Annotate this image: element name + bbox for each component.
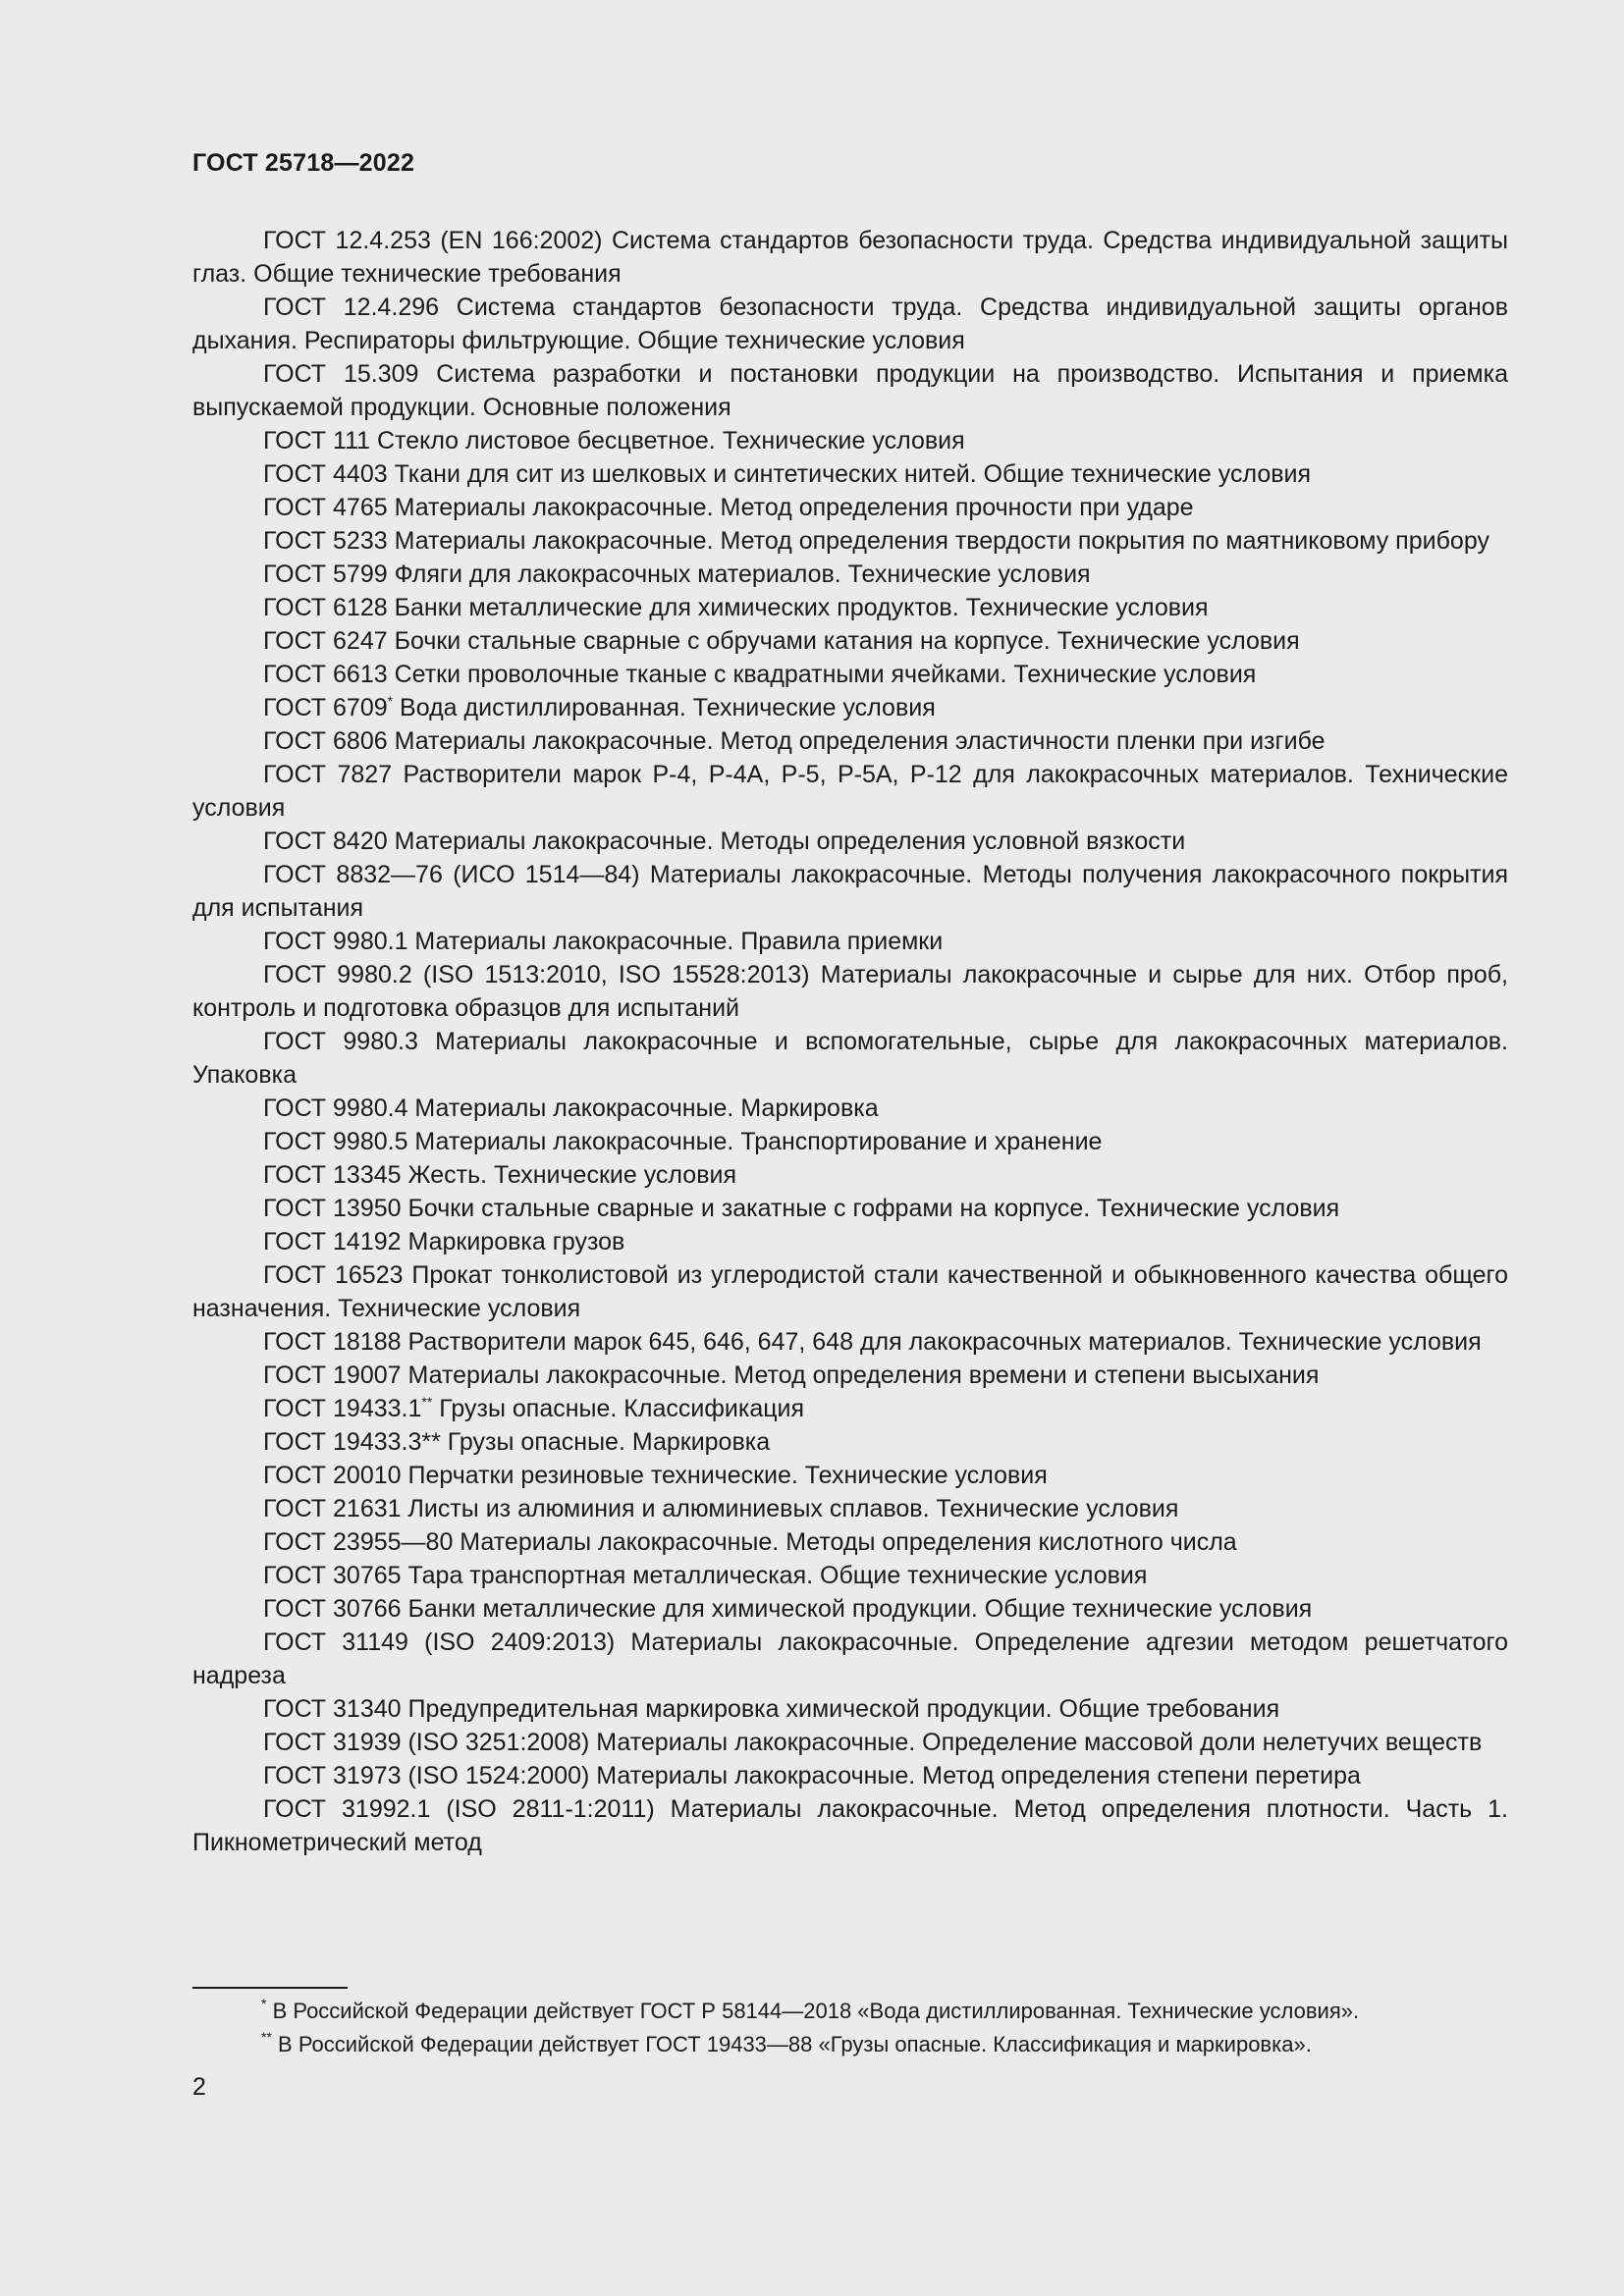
reference-item: ГОСТ 9980.2 (ISO 1513:2010, ISO 15528:2013) Материалы лакокрасочные и сырье для них. Отбор проб, контроль и подготовка образцов для испытаний bbox=[192, 961, 1508, 1022]
reference-item: ГОСТ 12.4.296 Система стандартов безопасности труда. Средства индивидуальной защиты органов дыхания. Респираторы фильтрующие. Общие технические условия bbox=[192, 294, 1508, 354]
footnote-marker: ** bbox=[261, 2029, 272, 2045]
reference-item: ГОСТ 9980.5 Материалы лакокрасочные. Транспортирование и хранение bbox=[263, 1128, 1103, 1155]
reference-item: ГОСТ 14192 Маркировка грузов bbox=[263, 1228, 625, 1255]
footnote-item bbox=[192, 2028, 1508, 2061]
reference-item: ГОСТ 12.4.253 (EN 166:2002) Система стандартов безопасности труда. Средства индивидуальной защиты глаз. Общие технические требования bbox=[192, 227, 1508, 288]
normative-references-list bbox=[192, 224, 1508, 1859]
reference-item: ГОСТ 31973 (ISO 1524:2000) Материалы лакокрасочные. Метод определения степени перетира bbox=[263, 1762, 1361, 1789]
reference-item: ГОСТ 15.309 Система разработки и постановки продукции на производство. Испытания и приемка выпускаемой продукции. Основные положения bbox=[192, 360, 1508, 421]
reference-item: ГОСТ 31939 (ISO 3251:2008) Материалы лакокрасочные. Определение массовой доли нелетучих веществ bbox=[263, 1729, 1483, 1756]
reference-item: ГОСТ 30766 Банки металлические для химической продукции. Общие технические условия bbox=[263, 1595, 1313, 1623]
reference-item: ГОСТ 30765 Тара транспортная металлическая. Общие технические условия bbox=[263, 1562, 1148, 1589]
reference-item: ГОСТ 8832—76 (ИСО 1514—84) Материалы лакокрасочные. Методы получения лакокрасочного покрытия для испытания bbox=[192, 861, 1508, 922]
reference-item: ГОСТ 31340 Предупредительная маркировка химической продукции. Общие требования bbox=[263, 1695, 1280, 1723]
footnote-marker: ** bbox=[421, 1394, 433, 1410]
reference-item: ГОСТ 6613 Сетки проволочные тканые с квадратными ячейками. Технические условия bbox=[263, 661, 1257, 688]
reference-code: ГОСТ 19433.1 bbox=[263, 1395, 422, 1422]
reference-item: ГОСТ 6128 Банки металлические для химических продуктов. Технические условия bbox=[263, 594, 1209, 621]
reference-item: ГОСТ 31149 (ISO 2409:2013) Материалы лакокрасочные. Определение адгезии методом решетчатого надреза bbox=[192, 1629, 1508, 1689]
footnotes bbox=[192, 1995, 1508, 2061]
footnote-item bbox=[192, 1995, 1508, 2028]
footnote-text: В Российской Федерации действует ГОСТ 19433—88 «Грузы опасные. Классификация и маркировка». bbox=[278, 2032, 1312, 2056]
reference-item: ГОСТ 23955—80 Материалы лакокрасочные. Методы определения кислотного числа bbox=[263, 1528, 1237, 1556]
reference-item: ГОСТ 7827 Растворители марок Р-4, Р-4А, Р-5, Р-5А, Р-12 для лакокрасочных материалов. Технические условия bbox=[192, 761, 1508, 822]
reference-item: ГОСТ 111 Стекло листовое бесцветное. Технические условия bbox=[263, 427, 965, 454]
reference-item: ГОСТ 13345 Жесть. Технические условия bbox=[263, 1161, 736, 1189]
reference-title: Вода дистиллированная. Технические условия bbox=[400, 694, 936, 721]
reference-item: ГОСТ 21631 Листы из алюминия и алюминиевых сплавов. Технические условия bbox=[263, 1495, 1179, 1522]
footnote-separator bbox=[192, 1987, 348, 1989]
reference-item: ГОСТ 13950 Бочки стальные сварные и закатные с гофрами на корпусе. Технические условия bbox=[263, 1195, 1340, 1222]
reference-item: ГОСТ 18188 Растворители марок 645, 646, 647, 648 для лакокрасочных материалов. Технические условия bbox=[263, 1328, 1482, 1356]
reference-item: ГОСТ 9980.4 Материалы лакокрасочные. Маркировка bbox=[263, 1095, 879, 1122]
reference-item: ГОСТ 8420 Материалы лакокрасочные. Методы определения условной вязкости bbox=[263, 828, 1186, 855]
reference-item: ГОСТ 4403 Ткани для сит из шелковых и синтетических нитей. Общие технические условия bbox=[263, 460, 1312, 488]
reference-item: ГОСТ 9980.3 Материалы лакокрасочные и вспомогательные, сырье для лакокрасочных материалов. Упаковка bbox=[192, 1028, 1508, 1089]
reference-item: ГОСТ 20010 Перчатки резиновые технические. Технические условия bbox=[263, 1462, 1048, 1489]
reference-item-with-footnote bbox=[192, 691, 1508, 724]
reference-item: ГОСТ 6247 Бочки стальные сварные с обручами катания на корпусе. Технические условия bbox=[263, 627, 1300, 655]
reference-item: ГОСТ 5233 Материалы лакокрасочные. Метод определения твердости покрытия по маятниковому прибору bbox=[263, 527, 1489, 555]
footnote-text: В Российской Федерации действует ГОСТ Р 58144—2018 «Вода дистиллированная. Технические условия». bbox=[272, 1999, 1360, 2023]
reference-item: ГОСТ 31992.1 (ISO 2811-1:2011) Материалы лакокрасочные. Метод определения плотности. Часть 1. Пикнометрический метод bbox=[192, 1795, 1508, 1856]
reference-item: ГОСТ 16523 Прокат тонколистовой из углеродистой стали качественной и обыкновенного качества общего назначения. Технические условия bbox=[192, 1261, 1508, 1322]
reference-item: ГОСТ 6806 Материалы лакокрасочные. Метод определения эластичности пленки при изгибе bbox=[263, 727, 1326, 755]
reference-item-with-footnote bbox=[192, 1392, 1508, 1425]
reference-title: Грузы опасные. Классификация bbox=[439, 1395, 805, 1422]
reference-code: ГОСТ 6709 bbox=[263, 694, 388, 721]
footnote-marker: * bbox=[261, 1996, 267, 2011]
footnote-marker: * bbox=[387, 693, 394, 709]
document-header: ГОСТ 25718—2022 bbox=[192, 149, 415, 177]
reference-item: ГОСТ 5799 Фляги для лакокрасочных материалов. Технические условия bbox=[263, 561, 1091, 588]
reference-item: ГОСТ 9980.1 Материалы лакокрасочные. Правила приемки bbox=[263, 928, 944, 955]
reference-item: ГОСТ 4765 Материалы лакокрасочные. Метод определения прочности при ударе bbox=[263, 494, 1194, 521]
reference-item: ГОСТ 19007 Материалы лакокрасочные. Метод определения времени и степени высыхания bbox=[263, 1362, 1320, 1389]
page-number: 2 bbox=[192, 2073, 206, 2101]
reference-item: ГОСТ 19433.3** Грузы опасные. Маркировка bbox=[263, 1428, 771, 1456]
